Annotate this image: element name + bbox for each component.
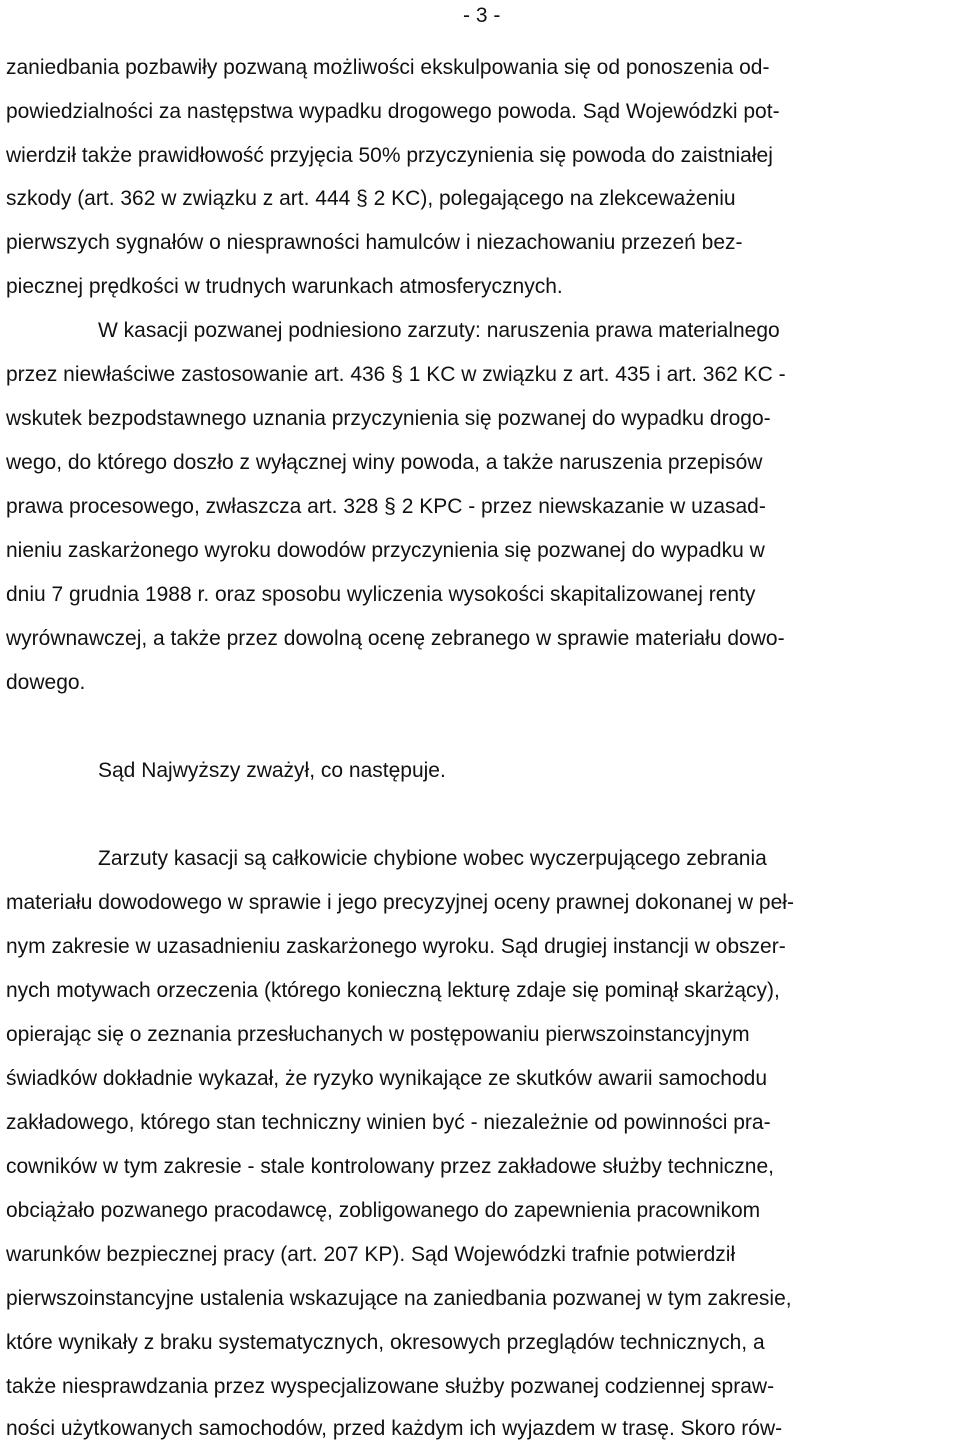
text-line: prawa procesowego, zwłaszcza art. 328 § 2 KPC - przez niewskazanie w uzasad-	[6, 495, 766, 518]
text-line: pierwszoinstancyjne ustalenia wskazujące na zaniedbania pozwanej w tym zakresie,	[6, 1287, 792, 1310]
text-line: W kasacji pozwanej podniesiono zarzuty: naruszenia prawa materialnego	[98, 319, 780, 342]
text-line: cowników w tym zakresie - stale kontrolowany przez zakładowe służby techniczne,	[6, 1155, 774, 1178]
text-line: obciążało pozwanego pracodawcę, zobligowanego do zapewnienia pracownikom	[6, 1199, 761, 1222]
section-heading: Sąd Najwyższy zważył, co następuje.	[98, 759, 446, 782]
text-line: Zarzuty kasacji są całkowicie chybione wobec wyczerpującego zebrania	[98, 847, 767, 870]
text-line: dniu 7 grudnia 1988 r. oraz sposobu wyliczenia wysokości skapitalizowanej renty	[6, 583, 756, 606]
text-line: zakładowego, którego stan techniczny winien być - niezależnie od powinności pra-	[6, 1111, 771, 1134]
text-line: które wynikały z braku systematycznych, okresowych przeglądów technicznych, a	[6, 1331, 765, 1354]
text-line: nym zakresie w uzasadnieniu zaskarżonego wyroku. Sąd drugiej instancji w obszer-	[6, 935, 786, 958]
text-line: szkody (art. 362 w związku z art. 444 § 2 KC), polegającego na zlekceważeniu	[6, 187, 736, 210]
text-line: piecznej prędkości w trudnych warunkach atmosferycznych.	[6, 275, 563, 298]
text-line: materiału dowodowego w sprawie i jego precyzyjnej oceny prawnej dokonanej w peł-	[6, 891, 794, 914]
text-line: także niesprawdzania przez wyspecjalizowane służby pozwanej codziennej spraw-	[6, 1375, 775, 1398]
text-line: warunków bezpiecznej pracy (art. 207 KP). Sąd Wojewódzki trafnie potwierdził	[6, 1243, 736, 1266]
text-line: nych motywach orzeczenia (którego konieczną lekturę zdaje się pominął skarżący),	[6, 979, 780, 1002]
text-line: świadków dokładnie wykazał, że ryzyko wynikające ze skutków awarii samochodu	[6, 1067, 767, 1090]
text-line: wego, do którego doszło z wyłącznej winy powoda, a także naruszenia przepisów	[6, 451, 763, 474]
text-line: wierdził także prawidłowość przyjęcia 50% przyczynienia się powoda do zaistniałej	[6, 144, 773, 167]
page-number: - 3 -	[463, 4, 501, 27]
text-line: zaniedbania pozbawiły pozwaną możliwości ekskulpowania się od ponoszenia od-	[6, 56, 770, 79]
text-line: wyrównawczej, a także przez dowolną ocenę zebranego w sprawie materiału dowo-	[6, 627, 785, 650]
text-line: pierwszych sygnałów o niesprawności hamulców i niezachowaniu przezeń bez-	[6, 231, 743, 254]
text-line: dowego.	[6, 671, 86, 694]
text-line: nieniu zaskarżonego wyroku dowodów przyczynienia się pozwanej do wypadku w	[6, 539, 765, 562]
text-line: ności użytkowanych samochodów, przed każdym ich wyjazdem w trasę. Skoro rów-	[6, 1417, 783, 1440]
text-line: wskutek bezpodstawnego uznania przyczynienia się pozwanej do wypadku drogo-	[6, 407, 771, 430]
text-line: przez niewłaściwe zastosowanie art. 436 § 1 KC w związku z art. 435 i art. 362 KC -	[6, 363, 786, 386]
text-line: powiedzialności za następstwa wypadku drogowego powoda. Sąd Wojewódzki pot-	[6, 100, 780, 123]
text-line: opierając się o zeznania przesłuchanych w postępowaniu pierwszoinstancyjnym	[6, 1023, 750, 1046]
